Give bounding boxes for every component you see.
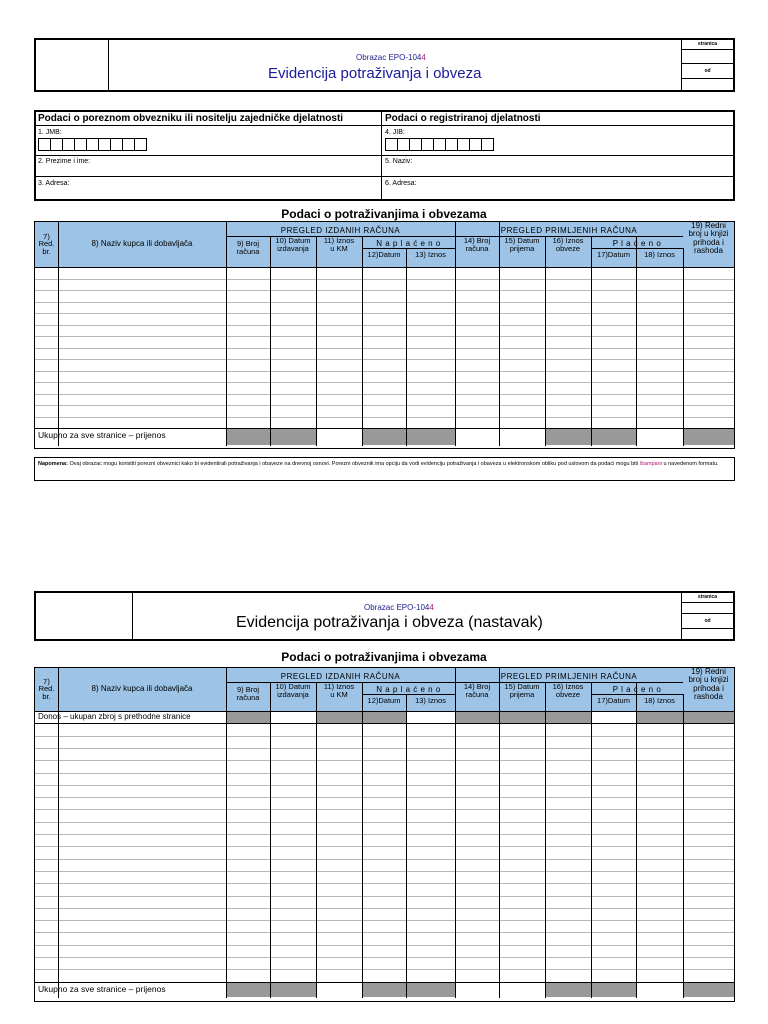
- of-label: od: [704, 68, 711, 74]
- table-row[interactable]: [35, 405, 734, 417]
- table-row[interactable]: [35, 822, 734, 834]
- paid-header: P l a ć e n o: [612, 685, 662, 694]
- table-row[interactable]: [35, 348, 734, 360]
- note-text: Napomena: Ovaj obrazac mogu koristiti porezni obveznici kako bi evidentirali potraživanja i obaveze na dnevnoj osnovi. Porezni obveznik ima opciju da vodi evidenciju potraživanja i obaveza u elektronskom obliku pod uslovom da podaci mogu biti štampani u navedenom formatu.: [38, 461, 719, 467]
- table-row[interactable]: [35, 785, 734, 797]
- table-row[interactable]: [35, 932, 734, 944]
- table-row[interactable]: [35, 382, 734, 394]
- col-12-header: 12)Datum: [367, 696, 401, 705]
- of-label-2: od: [704, 618, 711, 624]
- col-8-header: 8) Naziv kupca ili dobavljača: [91, 238, 193, 248]
- jmb-label: 1. JMB:: [38, 129, 62, 136]
- taxpayer-section-title: Podaci o poreznom obvezniku ili nositelju zajedničke djelatnosti: [38, 113, 344, 124]
- col-15-header: 15) Datum prijema: [504, 236, 540, 253]
- col-13-header: 13) Iznos: [415, 696, 446, 705]
- table-row[interactable]: [35, 896, 734, 908]
- col-19-header: 19) Redni broj u knjizi prihoda i rashoda: [688, 667, 729, 702]
- form-header-continued: [34, 591, 735, 641]
- issued-group-header: PREGLED IZDANIH RAČUNA: [280, 226, 401, 235]
- col-7-header: 7) Red. br.: [38, 231, 55, 257]
- table-row[interactable]: [35, 969, 734, 981]
- col-17-header: 17)Datum: [597, 696, 630, 705]
- table-row[interactable]: [35, 736, 734, 748]
- col-9-header: 9) Broj računa: [236, 239, 260, 256]
- table-row[interactable]: [35, 302, 734, 314]
- col-18-header: 18) Iznos: [644, 250, 675, 259]
- table-row[interactable]: [35, 859, 734, 871]
- carry-over-label: Donos – ukupan zbroj s prethodne stranice: [38, 712, 191, 721]
- records-table-continued: [34, 667, 735, 1002]
- activity-section-title: Podaci o registriranoj djelatnosti: [385, 113, 541, 124]
- table-row[interactable]: [35, 359, 734, 371]
- table-row[interactable]: [35, 313, 734, 325]
- col-12-header: 12)Datum: [367, 250, 401, 259]
- col-10-header: 10) Datum izdavanja: [275, 236, 311, 253]
- name-label: 2. Prezime i ime:: [38, 158, 91, 165]
- issued-group-header: PREGLED IZDANIH RAČUNA: [280, 672, 401, 681]
- jib-label: 4. JIB:: [385, 129, 405, 136]
- form-title-2: Evidencija potraživanja i obveza (nastavak): [236, 614, 543, 631]
- table-row[interactable]: [35, 834, 734, 846]
- table-row[interactable]: [35, 920, 734, 932]
- jmb-input[interactable]: [39, 138, 147, 151]
- received-group-header: PREGLED PRIMLJENIH RAČUNA: [500, 672, 638, 681]
- col-16-header: 16) Iznos obveze: [552, 236, 584, 253]
- table-row[interactable]: [35, 748, 734, 760]
- table-row[interactable]: [35, 336, 734, 348]
- col-14-header: 14) Broj računa: [463, 236, 491, 253]
- col-14-header: 14) Broj računa: [463, 682, 491, 699]
- table-row[interactable]: [35, 846, 734, 858]
- col-18-header: 18) Iznos: [644, 696, 675, 705]
- col-10-header: 10) Datum izdavanja: [275, 682, 311, 699]
- table-row[interactable]: [35, 797, 734, 809]
- table-row[interactable]: [35, 394, 734, 406]
- table-row[interactable]: [35, 908, 734, 920]
- table-row[interactable]: [35, 809, 734, 821]
- jib-input[interactable]: [386, 138, 494, 151]
- table-row[interactable]: [35, 279, 734, 291]
- col-7-header: 7) Red. br.: [38, 676, 55, 702]
- table-row[interactable]: [35, 883, 734, 895]
- page-label: stranica: [697, 41, 718, 47]
- col-11-header: 11) Iznos u KM: [323, 236, 355, 253]
- form-code-2: Obrazac EPO-1044: [364, 603, 434, 612]
- table-row[interactable]: [35, 945, 734, 957]
- collected-header: N a p l a ć e n o: [376, 239, 441, 248]
- col-16-header: 16) Iznos obveze: [552, 682, 584, 699]
- logo-area: [36, 40, 109, 90]
- paid-header: P l a ć e n o: [612, 239, 662, 248]
- col-17-header: 17)Datum: [597, 250, 630, 259]
- table-row[interactable]: [35, 871, 734, 883]
- collected-header: N a p l a ć e n o: [376, 685, 441, 694]
- total-label: Ukupno za sve stranice – prijenos: [38, 430, 166, 440]
- address-label-left: 3. Adresa:: [38, 180, 70, 187]
- section-title-2: Podaci o potraživanjima i obvezama: [281, 650, 487, 664]
- form-header: [34, 38, 735, 92]
- records-table: [34, 221, 735, 449]
- logo-area-2: [36, 593, 133, 639]
- col-8-header: 8) Naziv kupca ili dobavljača: [91, 683, 193, 693]
- section-title: Podaci o potraživanjima i obvezama: [281, 207, 487, 221]
- table-row[interactable]: [35, 325, 734, 337]
- col-15-header: 15) Datum prijema: [504, 682, 540, 699]
- received-group-header: PREGLED PRIMLJENIH RAČUNA: [500, 226, 638, 235]
- table-row[interactable]: [35, 957, 734, 969]
- col-11-header: 11) Iznos u KM: [323, 682, 355, 699]
- page-number-box: [681, 40, 733, 90]
- table-row[interactable]: [35, 773, 734, 785]
- table-row[interactable]: [35, 723, 734, 735]
- page-number-box-2: [681, 593, 733, 639]
- table-row[interactable]: [35, 290, 734, 302]
- address-label-right: 6. Adresa:: [385, 180, 417, 187]
- table-row[interactable]: [35, 417, 734, 429]
- table-row[interactable]: [35, 371, 734, 383]
- page-label-2: stranica: [697, 594, 718, 600]
- col-19-header: 19) Redni broj u knjizi prihoda i rashoda: [688, 221, 729, 256]
- note-box: [34, 457, 735, 481]
- table-row[interactable]: [35, 267, 734, 279]
- form-title: Evidencija potraživanja i obveza: [268, 65, 482, 82]
- form-code: Obrazac EPO-1044: [356, 53, 426, 62]
- col-9-header: 9) Broj računa: [236, 685, 260, 702]
- naziv-label: 5. Naziv:: [385, 158, 413, 165]
- col-13-header: 13) Iznos: [415, 250, 446, 259]
- table-row[interactable]: [35, 760, 734, 772]
- taxpayer-info: [34, 110, 735, 201]
- total-label: Ukupno za sve stranice – prijenos: [38, 983, 166, 994]
